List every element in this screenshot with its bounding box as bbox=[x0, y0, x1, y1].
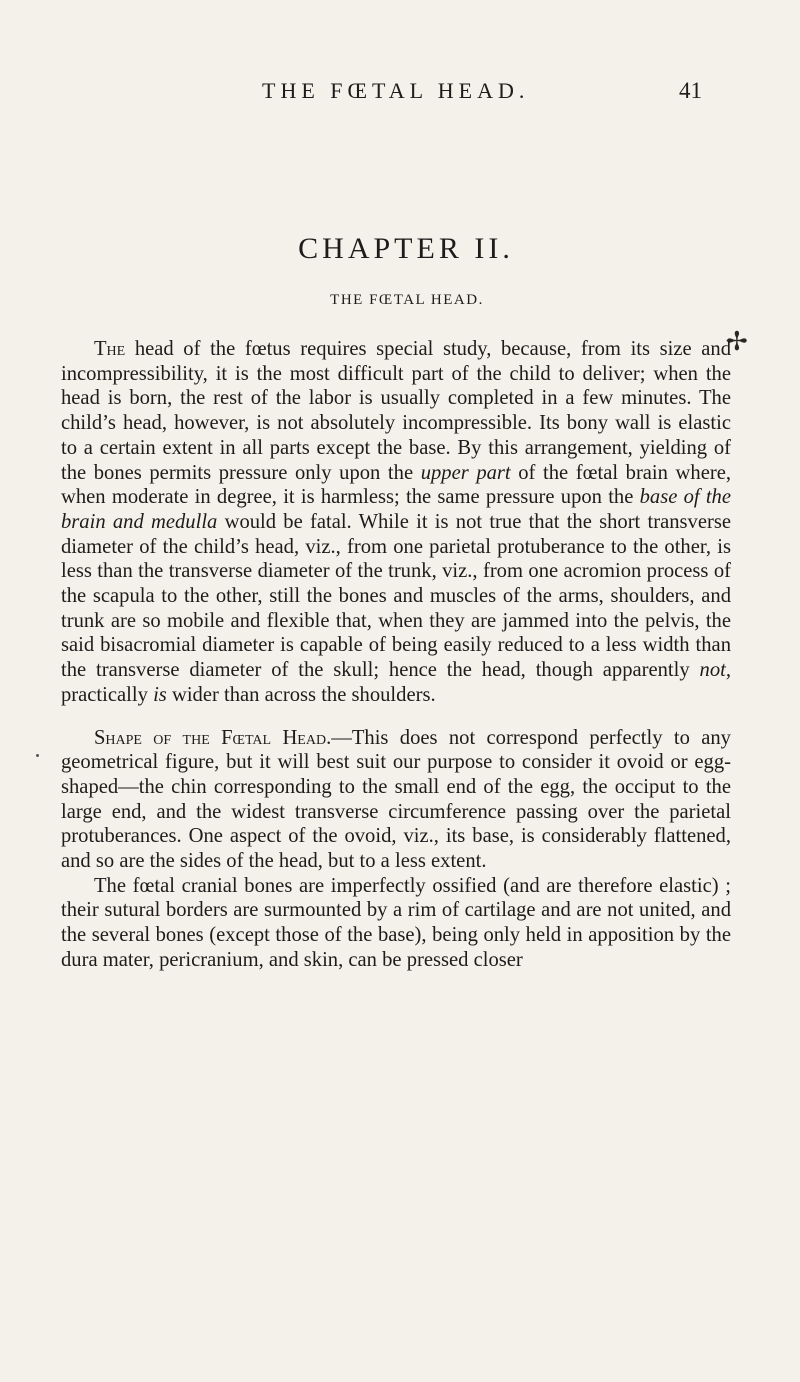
paragraph-text: —This does not correspond perfectly to any geometrical figure, but it will best suit our purpose to consider it ovoid or egg-shaped—the chin corresponding to the small end of the egg, the occiput to the large end, and the widest transverse circumference passing over the parietal protuberances. One aspect of the ovoid, viz., its base, is considerably flattened, and so are the sides of the head, but to a less extent. bbox=[61, 726, 731, 873]
paragraph-shape-of-head bbox=[61, 726, 731, 874]
margin-cross-mark-icon: ✢ bbox=[726, 327, 748, 356]
running-head-title: THE FŒTAL HEAD. bbox=[262, 78, 530, 103]
page-number: 41 bbox=[679, 78, 702, 103]
chapter-heading: CHAPTER II. bbox=[298, 232, 514, 265]
paragraph-text: would be fatal. While it is not true that the short transverse diameter of the child’s head, viz., from one parietal protuberance to the other, is less than the transverse diameter of the trunk, viz., from one acromion process of the scapula to the other, still the bones and muscles of the arms, shoulders, and trunk are so mobile and flexible that, when they are jammed into the pelvis, the said bisacromial diameter is capable of being easily reduced to a less width than the transverse diameter of the skull; hence the head, though apparently bbox=[61, 510, 731, 682]
italic-phrase: not, bbox=[699, 659, 731, 682]
body-text bbox=[61, 337, 731, 973]
italic-phrase: base of the brain and medulla bbox=[61, 486, 731, 533]
paragraph-cranial-bones bbox=[61, 874, 731, 973]
paragraph-text: of the fœtal brain where, when moderate in degree, it is harmless; the same pressure upon the bbox=[61, 461, 732, 509]
paragraph-lead-word: The bbox=[93, 338, 126, 360]
running-head bbox=[232, 78, 702, 108]
italic-phrase: is bbox=[153, 683, 167, 706]
margin-dot-mark bbox=[36, 754, 39, 757]
italic-phrase: upper part bbox=[420, 461, 511, 484]
paragraph-text: The fœtal cranial bones are imperfectly ossified (and are therefore elastic) ; their sutural borders are surmounted by a rim of cartilage and are not united, and the several bones (except those of the base), being only held in apposition by the dura mater, pericranium, and skin, can be pressed closer bbox=[61, 874, 731, 971]
section-heading-shape: Shape of the Fœtal Head. bbox=[93, 726, 332, 749]
paragraph-text: practically bbox=[61, 683, 154, 706]
chapter-subtitle: THE FŒTAL HEAD. bbox=[330, 292, 484, 308]
paragraph-text: head of the fœtus requires special study, because, from its size and incompressibility, it is the most difficult part of the child to deliver; when the head is born, the rest of the labor is usually completed in a few minutes. The child’s head, however, is not absolutely incompressible. Its bony wall is elastic to a certain extent in all parts except the base. By this arrangement, yielding of the bones permits pressure only upon the bbox=[61, 338, 731, 484]
paragraph-intro bbox=[61, 337, 731, 708]
paragraph-text: wider than across the shoulders. bbox=[166, 683, 436, 706]
